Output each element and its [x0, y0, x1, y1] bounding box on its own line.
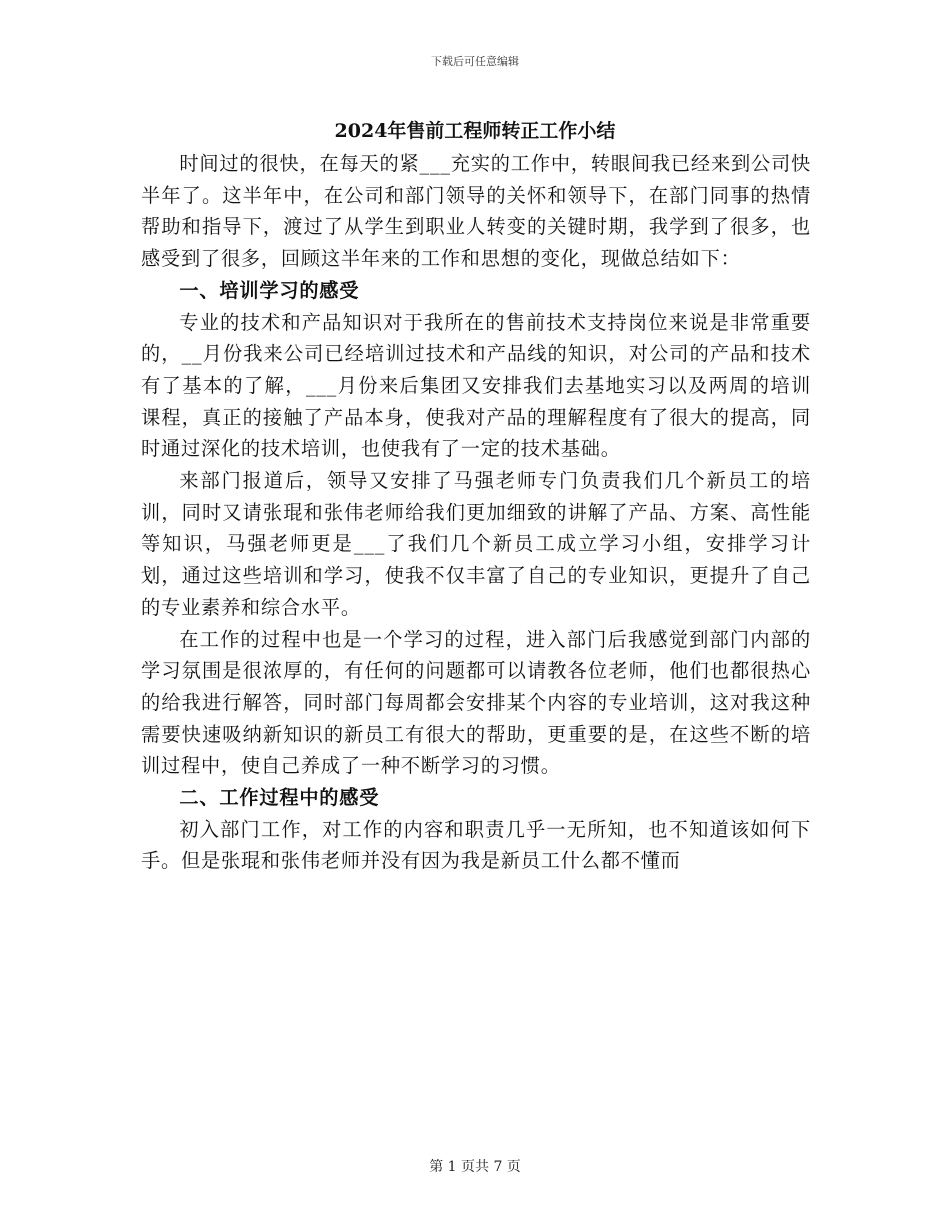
section-heading-work: 二、工作过程中的感受: [179, 786, 380, 810]
document-title: 2024年售前工程师转正工作小结: [334, 120, 616, 142]
document-body: [141, 148, 811, 877]
section-heading-training: 一、培训学习的感受: [179, 278, 360, 302]
paragraph-intro: 时间过的很快，在每天的紧___充实的工作中，转眼间我已经来到公司快半年了。这半年中，在公司和部门领导的关怀和领导下，在部门同事的热情帮助和指导下，渡过了从学生到职业人转变的关键时期，我学到了很多，也感受到了很多，回顾这半年来的工作和思想的变化，现做总结如下：: [141, 152, 811, 271]
page-footer: 第 1 页共 7 页: [429, 1159, 521, 1175]
paragraph-training-3: 在工作的过程中也是一个学习的过程，进入部门后我感觉到部门内部的学习氛围是很浓厚的，有任何的问题都可以请教各位老师，他们也都很热心的给我进行解答，同时部门每周都会安排某个内容的专业培训，这对我这种需要快速吸纳新知识的新员工有很大的帮助，更重要的是，在这些不断的培训过程中，使自己养成了一种不断学习的习惯。: [141, 627, 811, 778]
header-note: 下载后可任意编辑: [431, 55, 519, 68]
paragraph-training-2: 来部门报道后，领导又安排了马强老师专门负责我们几个新员工的培训，同时又请张琨和张伟老师给我们更加细致的讲解了产品、方案、高性能等知识，马强老师更是___了我们几个新员工成立学习小组，安排学习计划，通过这些培训和学习，使我不仅丰富了自己的专业知识，更提升了自己的专业素养和综合水平。: [141, 469, 811, 619]
paragraph-work-1: 初入部门工作，对工作的内容和职责几乎一无所知，也不知道该如何下手。但是张琨和张伟老师并没有因为我是新员工什么都不懂而: [141, 817, 811, 873]
paragraph-training-1: 专业的技术和产品知识对于我所在的售前技术支持岗位来说是非常重要的，__月份我来公司已经培训过技术和产品线的知识，对公司的产品和技术有了基本的了解，___月份来后集团又安排我们去基地实习以及两周的培训课程，真正的接触了产品本身，使我对产品的理解程度有了很大的提高，同时通过深化的技术培训，也使我有了一定的技术基础。: [141, 310, 811, 461]
